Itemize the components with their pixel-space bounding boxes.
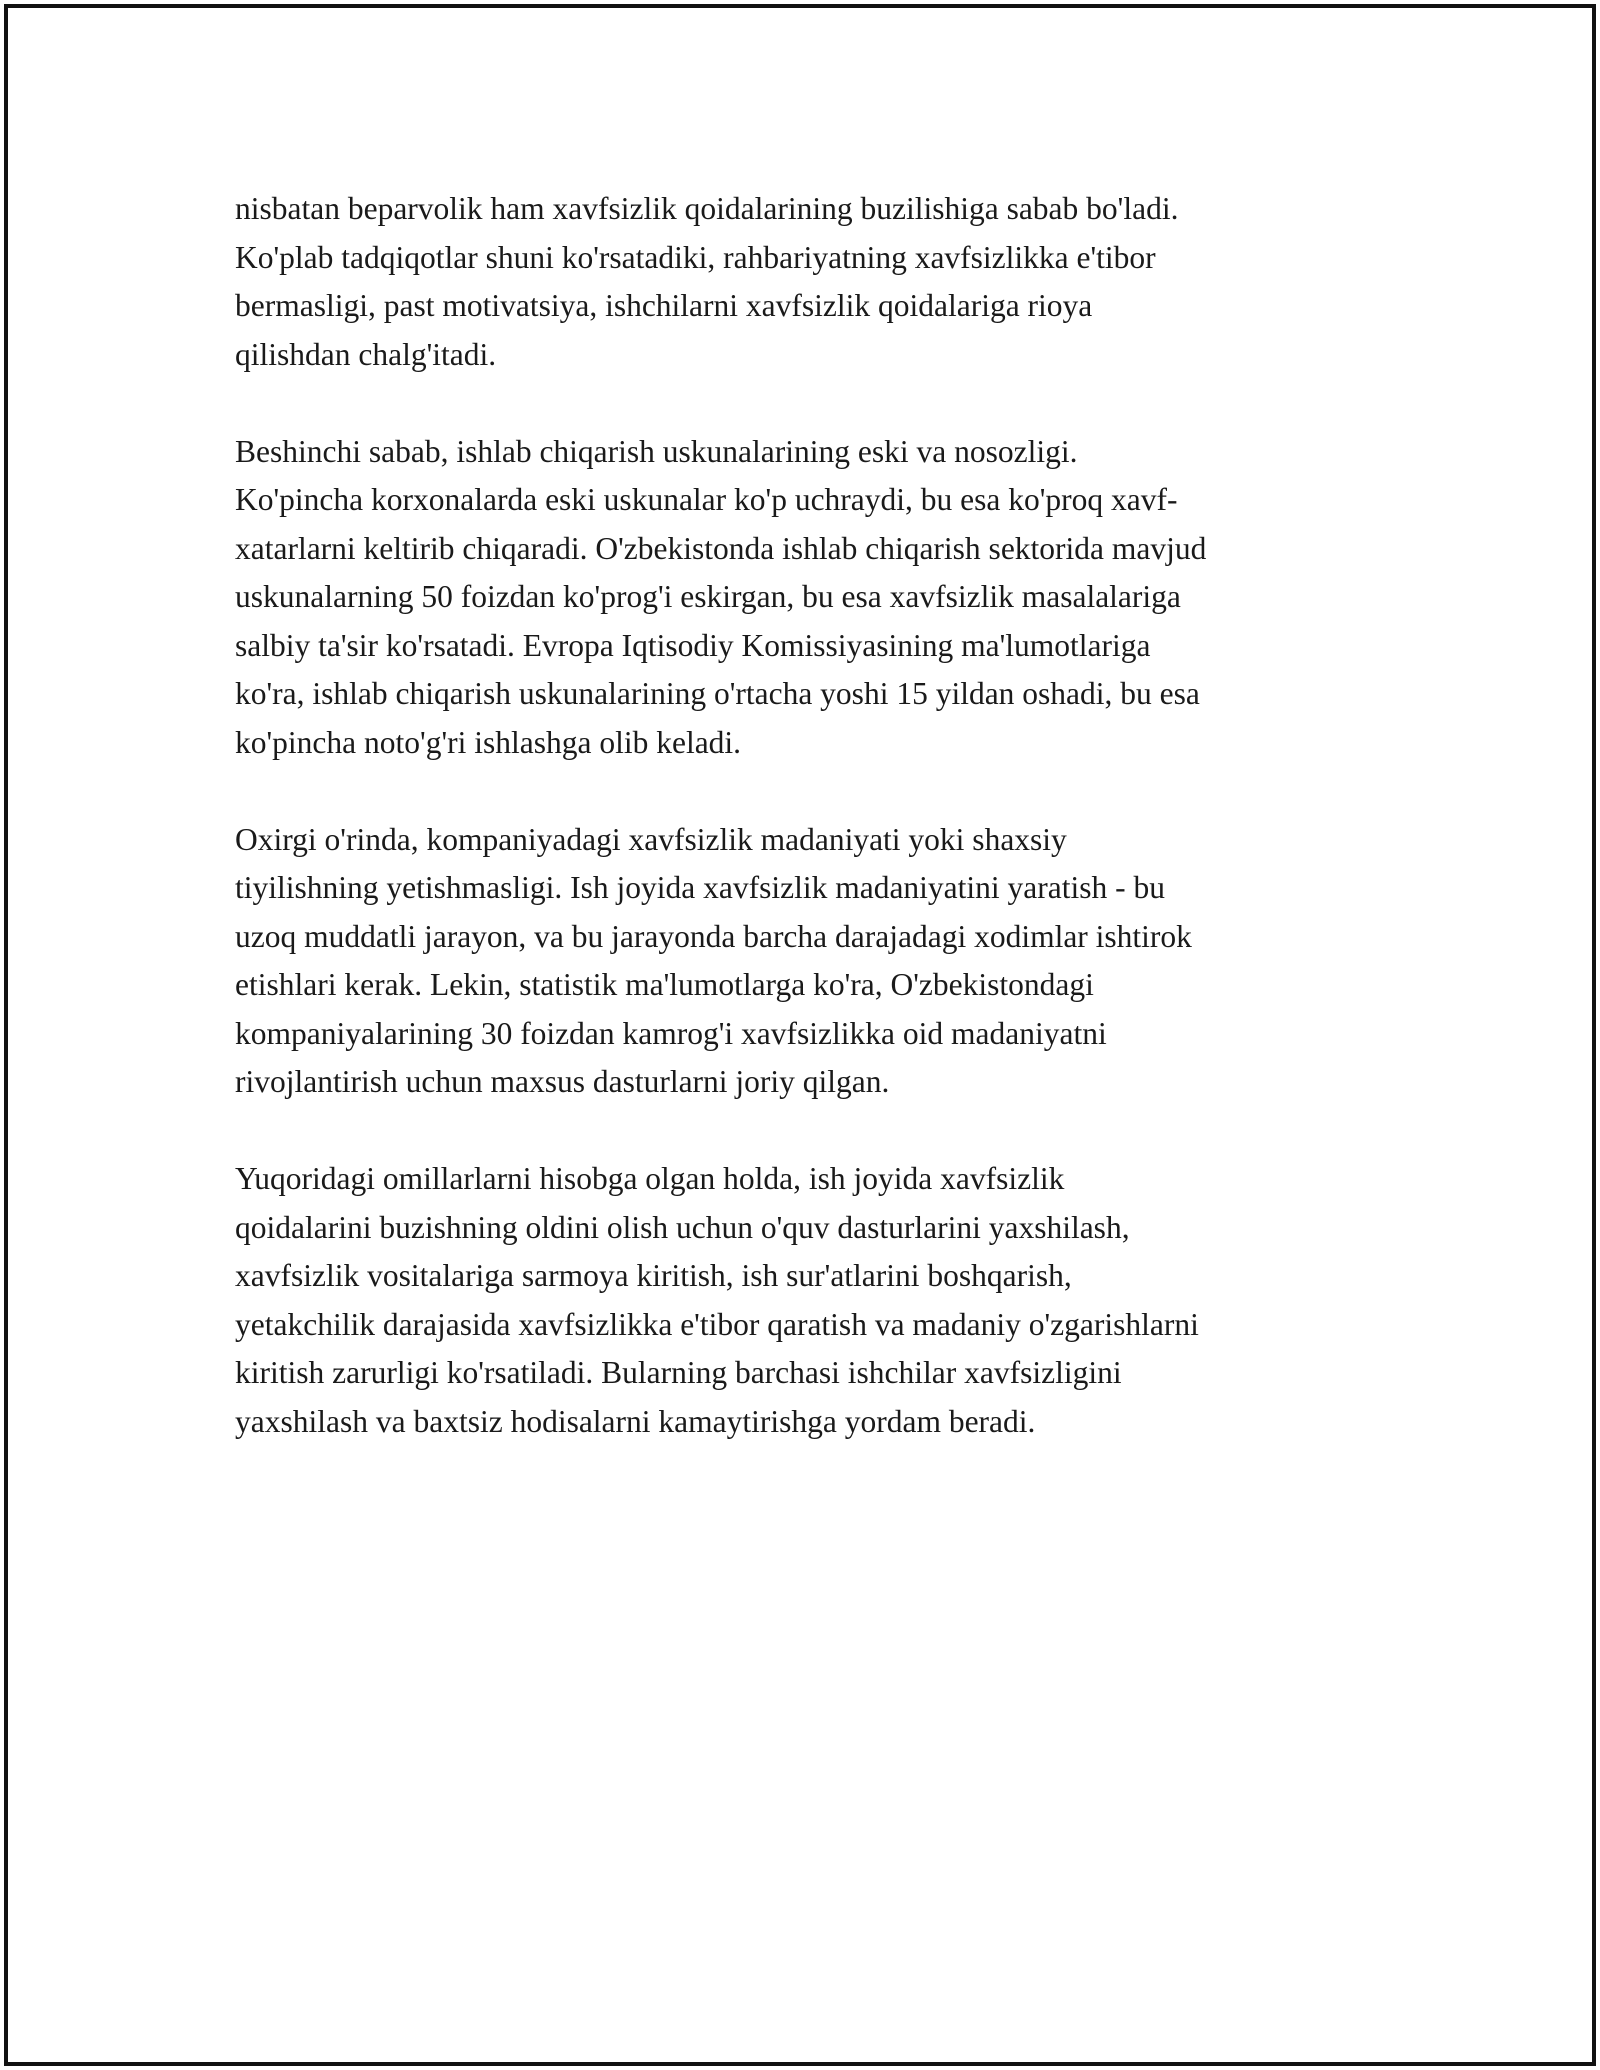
paragraph-4: Yuqoridagi omillarlarni hisobga olgan holda, ish joyida xavfsizlik qoidalarini buzishning oldini olish uchun o'quv dasturlarini yaxshilash, xavfsizlik vositalariga sarmoya kiritish, ish sur'atlarini boshqarish, yetakchilik darajasida xavfsizlikka e'tibor qaratish va madaniy o'zgarishlarni kiritish zarurligi ko'rsatiladi. Bularning barchasi ishchilar xavfsizligini yaxshilash va baxtsiz hodisalarni kamaytirishga yordam beradi. [235,1161,1199,1439]
paragraph-3: Oxirgi o'rinda, kompaniyadagi xavfsizlik madaniyati yoki shaxsiy tiyilishning yetishmasligi. Ish joyida xavfsizlik madaniyatini yaratish - bu uzoq muddatli jarayon, va bu jarayonda barcha darajadagi xodimlar ishtirok etishlari kerak. Lekin, statistik ma'lumotlarga ko'ra, O'zbekistondagi kompaniyalarining 30 foizdan kamrog'i xavfsizlikka oid madaniyatni rivojlantirish uchun maxsus dasturlarni joriy qilgan. [235,821,1192,1099]
paragraph-1: nisbatan beparvolik ham xavfsizlik qoidalarining buzilishiga sabab bo'ladi. Ko'plab tadqiqotlar shuni ko'rsatadiki, rahbariyatning xavfsizlikka e'tibor bermasligi, past motivatsiya, ishchilarni xavfsizlik qoidalariga rioya qilishdan chalg'itadi. [235,191,1179,372]
document-body [235,185,1375,1495]
paragraph-2: Beshinchi sabab, ishlab chiqarish uskunalarining eski va nosozligi. Ko'pincha korxonalarda eski uskunalar ko'p uchraydi, bu esa ko'proq xavf- xatarlarni keltirib chiqaradi. O'zbekistonda ishlab chiqarish sektorida mavjud uskunalarning 50 foizdan ko'prog'i eskirgan, bu esa xavfsizlik masalalariga salbiy ta'sir ko'rsatadi. Evropa Iqtisodiy Komissiyasining ma'lumotlariga ko'ra, ishlab chiqarish uskunalarining o'rtacha yoshi 15 yildan oshadi, bu esa ko'pincha noto'g'ri ishlashga olib keladi. [235,433,1207,760]
